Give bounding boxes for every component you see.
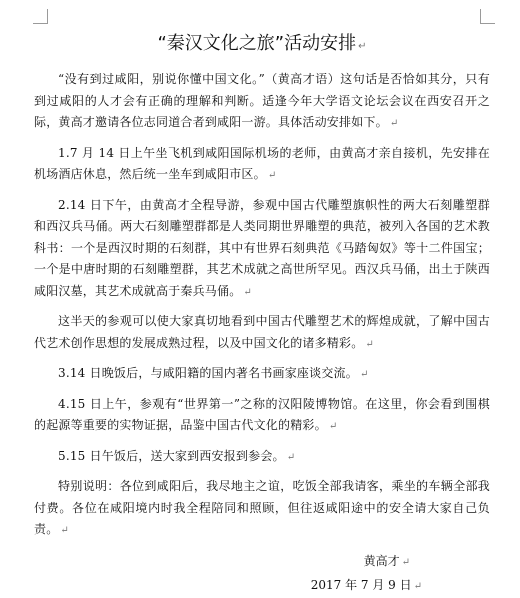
paragraph-text: 特别说明：各位到咸阳后，我尽地主之谊，吃饭全部我请客，乘坐的车辆全部我付费。各位在咸阳境内时我全程陪同和照顾，但往返咸阳途中的安全请大家自己负责。: [34, 479, 490, 536]
paragraph-special-note: [34, 476, 490, 542]
paragraph-mark-icon: ↵: [401, 556, 410, 568]
paragraph-text: 1.7 月 14 日上午坐飞机到咸阳国际机场的老师，由黄高才亲自接机，先安排在机场酒店休息，然后统一坐车到咸阳市区。: [34, 145, 490, 181]
crop-mark-top-left: [33, 9, 48, 24]
paragraph-mark-icon: ↵: [243, 286, 252, 298]
paragraph-item-2: [34, 195, 490, 304]
signature-text: 黄高才: [363, 553, 400, 568]
paragraph-text: 4.15 日上午，参观有“世界第一”之称的汉阳陵博物馆。在这里，你会看到围棋的起源等重要的实物证据，品鉴中国古代文化的精彩。: [34, 396, 490, 432]
paragraph-mark-icon: ↵: [359, 369, 369, 380]
date-text: 2017 年 7 月 9 日: [310, 577, 412, 592]
document-page: [34, 24, 490, 598]
paragraph-item-2-summary: [34, 311, 490, 355]
paragraph-mark-icon: ↵: [267, 170, 277, 181]
paragraph-mark-icon: ↵: [358, 41, 367, 52]
paragraph-text: 这半天的参观可以使大家真切地看到中国古代雕塑艺术的辉煌成就，了解中国古代艺术创作思想的发展成熟过程，以及中国文化的诸多精彩。: [34, 314, 490, 350]
paragraph-mark-icon: ↵: [413, 580, 422, 592]
paragraph-item-3: [34, 363, 490, 386]
paragraph-text: 2.14 日下午，由黄高才全程导游，参观中国古代雕塑旗帜性的两大石刻雕塑群和西汉兵马俑。两大石刻雕塑群都是人类同期世界雕塑的典范，被列入各国的艺术教科书：一个是西汉时期的石刻群，其中有世界石刻典范《马踏匈奴》等十二件国宝；一个是中唐时期的石刻雕塑群，其艺术成就之高世所罕见。西汉兵马俑，出土于陕西咸阳汉墓，其艺术成就高于秦兵马俑。: [34, 197, 490, 298]
paragraph-mark-icon: ↵: [365, 338, 374, 350]
paragraph-mark-icon: ↵: [286, 451, 296, 463]
paragraph-text: “没有到过咸阳，别说你懂中国文化。”（黄高才语）这句话是否恰如其分，只有到过咸阳的人才会有正确的理解和判断。适逢今年大学语文论坛会议在西安召开之际，黄高才邀请各位志同道合者到咸阳一游。具体活动安排如下。: [34, 72, 490, 129]
paragraph-intro: [34, 69, 490, 135]
crop-mark-top-right: [480, 9, 495, 24]
paragraph-mark-icon: ↵: [60, 525, 69, 536]
document-title: [34, 32, 490, 59]
signature: [34, 550, 410, 574]
paragraph-mark-icon: ↵: [389, 118, 399, 129]
paragraph-text: 3.14 日晚饭后，与咸阳籍的国内著名书画家座谈交流。: [58, 366, 358, 380]
paragraph-item-5: [34, 446, 490, 469]
title-text: “秦汉文化之旅”活动安排: [157, 33, 357, 54]
paragraph-item-1: [34, 143, 490, 187]
paragraph-item-4: [34, 394, 490, 438]
document-date: [34, 574, 422, 598]
paragraph-mark-icon: ↵: [328, 421, 338, 432]
paragraph-text: 5.15 日午饭后，送大家到西安报到参会。: [58, 448, 285, 463]
